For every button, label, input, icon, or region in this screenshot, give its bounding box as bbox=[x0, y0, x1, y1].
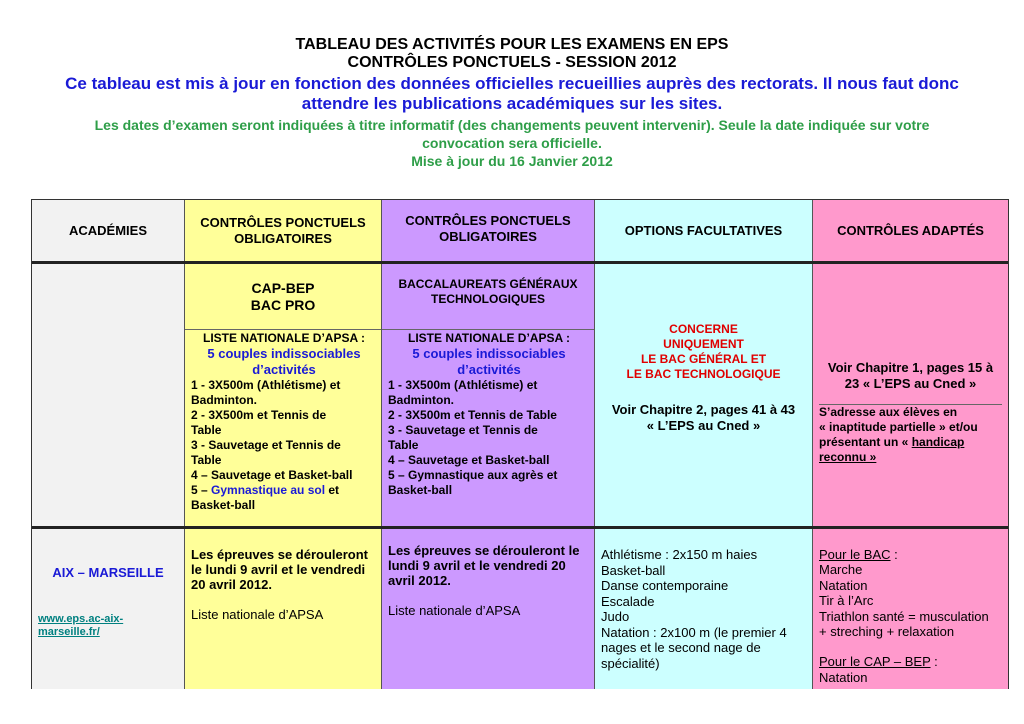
list-item: Escalade bbox=[601, 593, 655, 609]
activities-table bbox=[31, 199, 1009, 689]
list-item: + streching + relaxation bbox=[819, 624, 955, 640]
facultatives-options-list bbox=[595, 529, 813, 689]
list-item: Natation bbox=[819, 669, 868, 685]
list-item: Danse contemporaine bbox=[601, 578, 729, 593]
page-title: TABLEAU DES ACTIVITÉS POUR LES EXAMENS EN EPS bbox=[295, 36, 729, 53]
concerne-notice: CONCERNE UNIQUEMENT LE BAC GÉNÉRAL ET LE BAC TECHNOLOGIQUE bbox=[626, 322, 781, 381]
column-header-obligatoires-bac: CONTRÔLES PONCTUELS OBLIGATOIRES bbox=[382, 200, 595, 261]
apsa-list-cap: LISTE NATIONALE D’APSA : 5 couples indissociables d’activités 1 - 3X500m (Athlétisme) et Badminton. 2 - 3X500m et Tennis de Table 3 - Sauvetage et Tennis de Table 4 – Sauvetage et Basket-ball 5 – Gymnastique au sol et Basket-ball bbox=[191, 331, 365, 512]
academy-name: AIX – MARSEILLE bbox=[52, 565, 164, 580]
table-row-academy bbox=[32, 529, 185, 689]
facultatives-info-cell bbox=[595, 264, 813, 526]
update-notice: Ce tableau est mis à jour en fonction des données officielles recueillies auprès des rectorats. Il nous faut donc attendre les publications académiques sur les sites. bbox=[65, 74, 959, 113]
exam-dates-disclaimer: Les dates d’examen seront indiquées à titre informatif (des changements peuvent intervenir). Seule la date indiquée sur votre convocation sera officielle. Mise à jour du 16 Janvier 2012 bbox=[0, 116, 1024, 170]
column-header-obligatoires-cap: CONTRÔLES PONCTUELS OBLIGATOIRES bbox=[185, 200, 382, 261]
list-item: nages et le second nage de bbox=[601, 640, 761, 655]
list-item: Marche bbox=[819, 562, 863, 578]
column-header-adaptes: CONTRÔLES ADAPTÉS bbox=[813, 200, 1008, 261]
bac-exam-info: Les épreuves se dérouleront le lundi 9 avril et le vendredi 20 avril 2012. Liste nationale d’APSA bbox=[382, 529, 595, 689]
info-academy-cell bbox=[32, 264, 185, 526]
list-item: Basket-ball bbox=[601, 562, 666, 578]
list-item: Judo bbox=[601, 609, 630, 624]
adaptes-info-cell bbox=[813, 264, 1008, 526]
cap-bep-exam-info: Les épreuves se dérouleront le lundi 9 avril et le vendredi 20 avril 2012. Liste nationale d’APSA bbox=[185, 529, 382, 689]
exam-type-bac: BACCALAUREATS GÉNÉRAUX TECHNOLOGIQUES bbox=[398, 277, 578, 306]
list-item: Natation bbox=[819, 577, 868, 593]
academy-website-link[interactable]: www.eps.ac-aix- marseille.fr/ bbox=[38, 613, 124, 638]
column-header-facultatives: OPTIONS FACULTATIVES bbox=[595, 200, 813, 261]
facultatives-chapter-ref: Voir Chapitre 2, pages 41 à 43 « L’EPS au Cned » bbox=[611, 402, 796, 433]
list-item: Triathlon santé = musculation bbox=[819, 608, 989, 624]
column-header-academies: ACADÉMIES bbox=[32, 200, 185, 261]
list-item: Natation : 2x100 m (le premier 4 bbox=[601, 624, 787, 640]
page-header bbox=[0, 36, 1024, 170]
list-item: spécialité) bbox=[601, 655, 660, 671]
update-date: Mise à jour du 16 Janvier 2012 bbox=[411, 153, 613, 169]
cap-bep-info-cell bbox=[185, 264, 382, 526]
list-item: Athlétisme : 2x150 m haies bbox=[601, 547, 758, 562]
adaptes-activities-list: Pour le BAC : Marche Natation Tir à l’Arc Triathlon santé = musculation + streching + relaxation Pour le CAP – BEP : Natation bbox=[813, 529, 1008, 689]
bac-info-cell bbox=[382, 264, 595, 526]
adaptes-note: S’adresse aux élèves en « inaptitude partielle » et/ou présentant un « handicap reconnu » bbox=[819, 405, 978, 464]
page-subtitle: CONTRÔLES PONCTUELS - SESSION 2012 bbox=[347, 54, 677, 71]
apsa-list-bac: LISTE NATIONALE D’APSA : 5 couples indissociables d’activités 1 - 3X500m (Athlétisme) et Badminton. 2 - 3X500m et Tennis de Table 3 - Sauvetage et Tennis de Table 4 – Sauvetage et Basket-ball 5 – Gymnastique aux agrès et Basket-ball bbox=[388, 331, 570, 497]
list-item: Tir à l’Arc bbox=[819, 593, 874, 609]
adaptes-chapter-ref: Voir Chapitre 1, pages 15 à 23 « L’EPS au Cned » bbox=[827, 360, 994, 391]
exam-type-cap: CAP-BEP BAC PRO bbox=[250, 280, 316, 313]
